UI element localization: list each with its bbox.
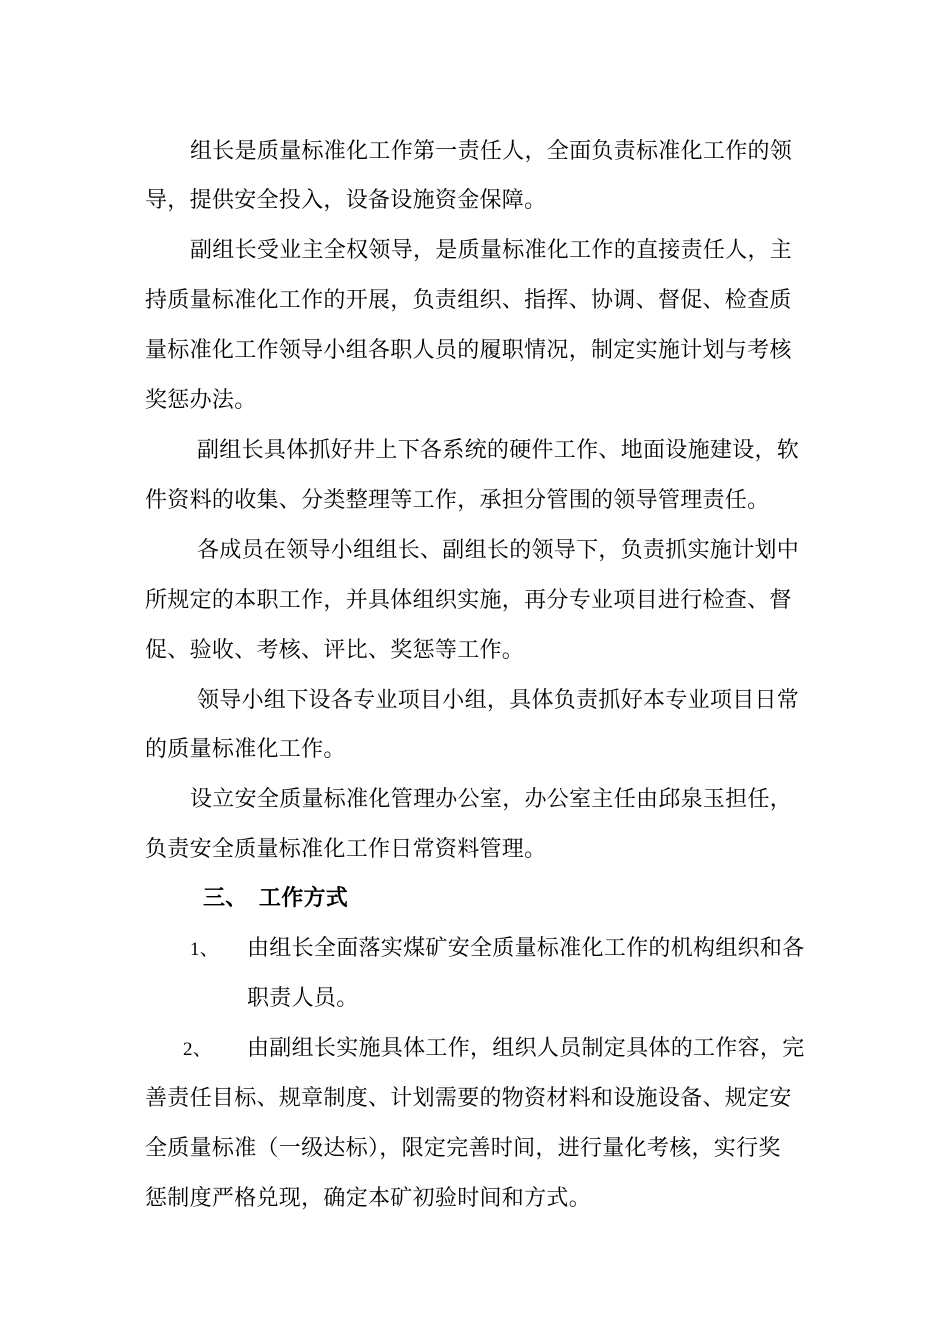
- list-item-2-number: 2、: [183, 1039, 213, 1060]
- paragraph-1-line-1: 组长是质量标准化工作第一责任人，全面负责标准化工作的领: [190, 139, 793, 164]
- list-item-1-line-2: 职责人员。: [247, 986, 359, 1011]
- paragraph-1-line-2: 导，提供安全投入，设备设施资金保障。: [145, 188, 547, 213]
- paragraph-3-line-2: 件资料的收集、分类整理等工作，承担分管围的领导管理责任。: [145, 488, 770, 513]
- paragraph-2-line-2: 持质量标准化工作的开展，负责组织、指挥、协调、督促、检查质: [145, 288, 792, 313]
- paragraph-4-line-2: 所规定的本职工作，并具体组织实施，再分专业项目进行检查、督: [145, 588, 792, 613]
- list-item-1-line-1: 由组长全面落实煤矿安全质量标准化工作的机构组织和各: [247, 936, 805, 961]
- paragraph-4-line-3: 促、验收、考核、评比、奖惩等工作。: [145, 638, 525, 663]
- paragraph-2-line-1: 副组长受业主全权领导，是质量标准化工作的直接责任人，主: [190, 238, 793, 263]
- list-item-2-line-2: 善责任目标、规章制度、计划需要的物资材料和设施设备、规定安: [145, 1086, 792, 1111]
- list-item-1-number: 1、: [190, 939, 220, 960]
- paragraph-2-line-3: 量标准化工作领导小组各职人员的履职情况，制定实施计划与考核: [145, 338, 792, 363]
- paragraph-4-line-1: 各成员在领导小组组长、副组长的领导下，负责抓实施计划中: [197, 538, 800, 563]
- paragraph-3-line-1: 副组长具体抓好井上下各系统的硬件工作、地面设施建设，软: [197, 438, 800, 463]
- paragraph-6-line-1: 设立安全质量标准化管理办公室，办公室主任由邱泉玉担任，: [190, 787, 793, 812]
- paragraph-5-line-2: 的质量标准化工作。: [145, 737, 346, 762]
- list-item-2-line-4: 惩制度严格兑现，确定本矿初验时间和方式。: [145, 1186, 592, 1211]
- list-item-2-line-3: 全质量标准（一级达标），限定完善时间，进行量化考核，实行奖: [145, 1136, 781, 1161]
- section-heading: 三、 工作方式: [203, 886, 349, 911]
- paragraph-6-line-2: 负责安全质量标准化工作日常资料管理。: [145, 837, 547, 862]
- paragraph-5-line-1: 领导小组下设各专业项目小组，具体负责抓好本专业项目日常: [197, 688, 800, 713]
- paragraph-2-line-4: 奖惩办法。: [145, 388, 257, 413]
- list-item-2-line-1: 由副组长实施具体工作，组织人员制定具体的工作容，完: [247, 1036, 805, 1061]
